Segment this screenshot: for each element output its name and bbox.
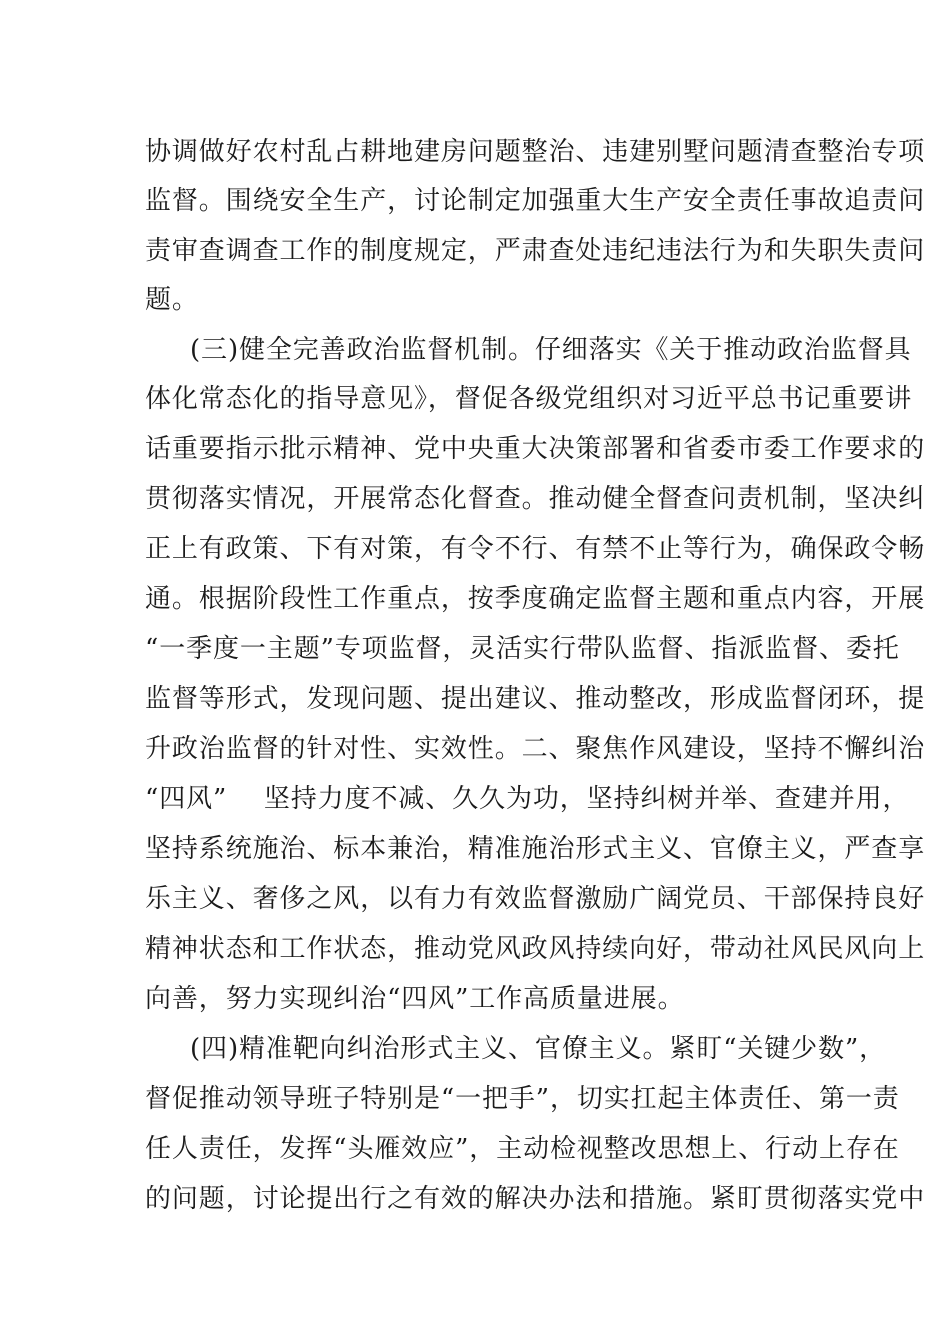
text-line: 精神状态和工作状态，推动党风政风持续向好，带动社风民风向上 xyxy=(145,934,926,964)
text-line: “四风” 坚持力度不减、久久为功，坚持纠树并举、查建并用， xyxy=(145,784,910,814)
text-line: 乐主义、奢侈之风，以有力有效监督激励广阔党员、干部保持良好 xyxy=(145,884,926,914)
text-line: 通。根据阶段性工作重点，按季度确定监督主题和重点内容，开展 xyxy=(145,584,926,614)
text-line: 坚持系统施治、标本兼治，精准施治形式主义、官僚主义，严查享 xyxy=(145,834,926,864)
text-line: 督促推动领导班子特别是“一把手”，切实扛起主体责任、第一责 xyxy=(145,1084,900,1114)
text-line: 升政治监督的针对性、实效性。二、聚焦作风建设，坚持不懈纠治 xyxy=(145,734,926,764)
text-line: 话重要指示批示精神、党中央重大决策部署和省委市委工作要求的 xyxy=(145,434,926,464)
text-line: 题。 xyxy=(145,285,199,315)
text-line: 的问题，讨论提出行之有效的解决办法和措施。紧盯贯彻落实党中 xyxy=(145,1184,926,1214)
text-line: 协调做好农村乱占耕地建房问题整治、违建别墅问题清查整治专项 xyxy=(145,137,926,167)
text-line: 体化常态化的指导意见》，督促各级党组织对习近平总书记重要讲 xyxy=(145,384,913,414)
text-line: 贯彻落实情况，开展常态化督查。推动健全督查问责机制，坚决纠 xyxy=(145,484,926,514)
text-line: 责审查调查工作的制度规定，严肃查处违纪违法行为和失职失责问 xyxy=(145,236,926,266)
text-line: “一季度一主题”专项监督，灵活实行带队监督、指派监督、委托 xyxy=(145,634,900,664)
section-heading-line: (四)精准靶向纠治形式主义、官僚主义。紧盯“关键少数”， xyxy=(190,1034,887,1064)
text-line: 监督。围绕安全生产，讨论制定加强重大生产安全责任事故追责问 xyxy=(145,186,926,216)
text-line: 任人责任，发挥“头雁效应”，主动检视整改思想上、行动上存在 xyxy=(145,1134,900,1164)
text-line: 监督等形式，发现问题、提出建议、推动整改，形成监督闭环，提 xyxy=(145,684,926,714)
text-line: 向善，努力实现纠治“四风”工作高质量进展。 xyxy=(145,984,685,1014)
text-line: 正上有政策、下有对策，有令不行、有禁不止等行为，确保政令畅 xyxy=(145,534,926,564)
section-heading-line: (三)健全完善政治监督机制。仔细落实《关于推动政治监督具 xyxy=(190,335,912,365)
